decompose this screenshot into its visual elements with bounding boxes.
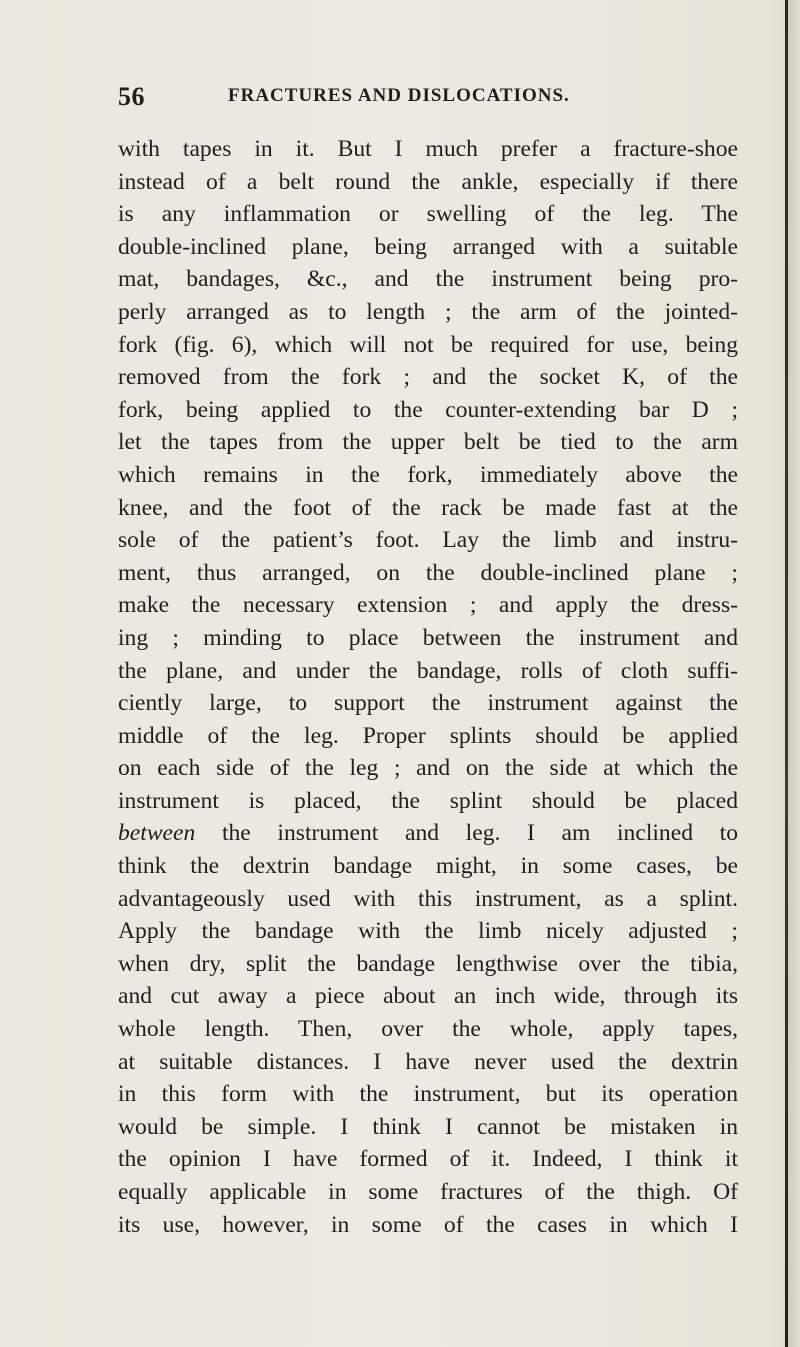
text-line: in this form with the instrument, but its operation: [118, 1081, 738, 1108]
text-line: let the tapes from the upper belt be tied to the arm: [118, 429, 738, 456]
text-line: and cut away a piece about an inch wide, through its: [118, 983, 738, 1010]
text-line: with tapes in it. But I much prefer a fracture-shoe: [118, 136, 738, 162]
text-line: instrument is placed, the splint should be placed: [118, 787, 738, 814]
text-line: ment, thus arranged, on the double-inclined plane ;: [118, 559, 738, 586]
text-line: the opinion I have formed of it. Indeed, I think it: [118, 1146, 738, 1173]
text-line: make the necessary extension ; and apply the dress-: [118, 592, 738, 619]
text-line: whole length. Then, over the whole, apply tapes,: [118, 1016, 738, 1043]
page-edge-line: [785, 0, 788, 1347]
text-line: fork (fig. 6), which will not be required for use, being: [118, 331, 738, 358]
text-line: perly arranged as to length ; the arm of the jointed-: [118, 298, 738, 325]
page-number: 56: [118, 82, 145, 111]
text-line: Apply the bandage with the limb nicely adjusted ;: [118, 918, 738, 945]
running-head: [118, 82, 738, 112]
text-line: is any inflammation or swelling of the leg. The: [118, 201, 738, 228]
text-line: knee, and the foot of the rack be made fast at the: [118, 494, 738, 521]
text-line: fork, being applied to the counter-extending bar D ;: [118, 396, 738, 423]
italic-word: between: [118, 820, 196, 847]
text-line: think the dextrin bandage might, in some cases, be: [118, 853, 738, 880]
text-line: equally applicable in some fractures of the thigh. Of: [118, 1179, 738, 1205]
text-line: ing ; minding to place between the instrument and: [118, 624, 738, 651]
page-edge-shadow: [788, 0, 800, 1347]
text-line: removed from the fork ; and the socket K, of the: [118, 364, 738, 391]
running-title: FRACTURES AND DISLOCATIONS.: [228, 85, 570, 106]
text-line: instead of a belt round the ankle, especially if there: [118, 168, 738, 195]
text-line: [118, 817, 738, 850]
text-line: when dry, split the bandage lengthwise over the tibia,: [118, 950, 738, 977]
text-line: at suitable distances. I have never used the dextrin: [118, 1048, 738, 1075]
text-line: on each side of the leg ; and on the side at which the: [118, 755, 738, 782]
text-line: sole of the patient’s foot. Lay the limb and instru-: [118, 527, 738, 554]
text-line: ciently large, to support the instrument against the: [118, 690, 738, 717]
text-line: double-inclined plane, being arranged with a suitable: [118, 233, 738, 260]
text-line: which remains in the fork, immediately above the: [118, 461, 738, 488]
text-line: its use, however, in some of the cases in which I: [118, 1211, 738, 1238]
text-segment: the instrument and leg. I am inclined to: [195, 820, 738, 847]
text-line: mat, bandages, &c., and the instrument being pro-: [118, 266, 738, 293]
text-line: advantageously used with this instrument, as a splint.: [118, 885, 738, 912]
text-line: middle of the leg. Proper splints should be applied: [118, 722, 738, 749]
text-line: the plane, and under the bandage, rolls of cloth suffi-: [118, 657, 738, 684]
text-line: would be simple. I think I cannot be mistaken in: [118, 1113, 738, 1140]
body-text: [118, 133, 738, 1241]
